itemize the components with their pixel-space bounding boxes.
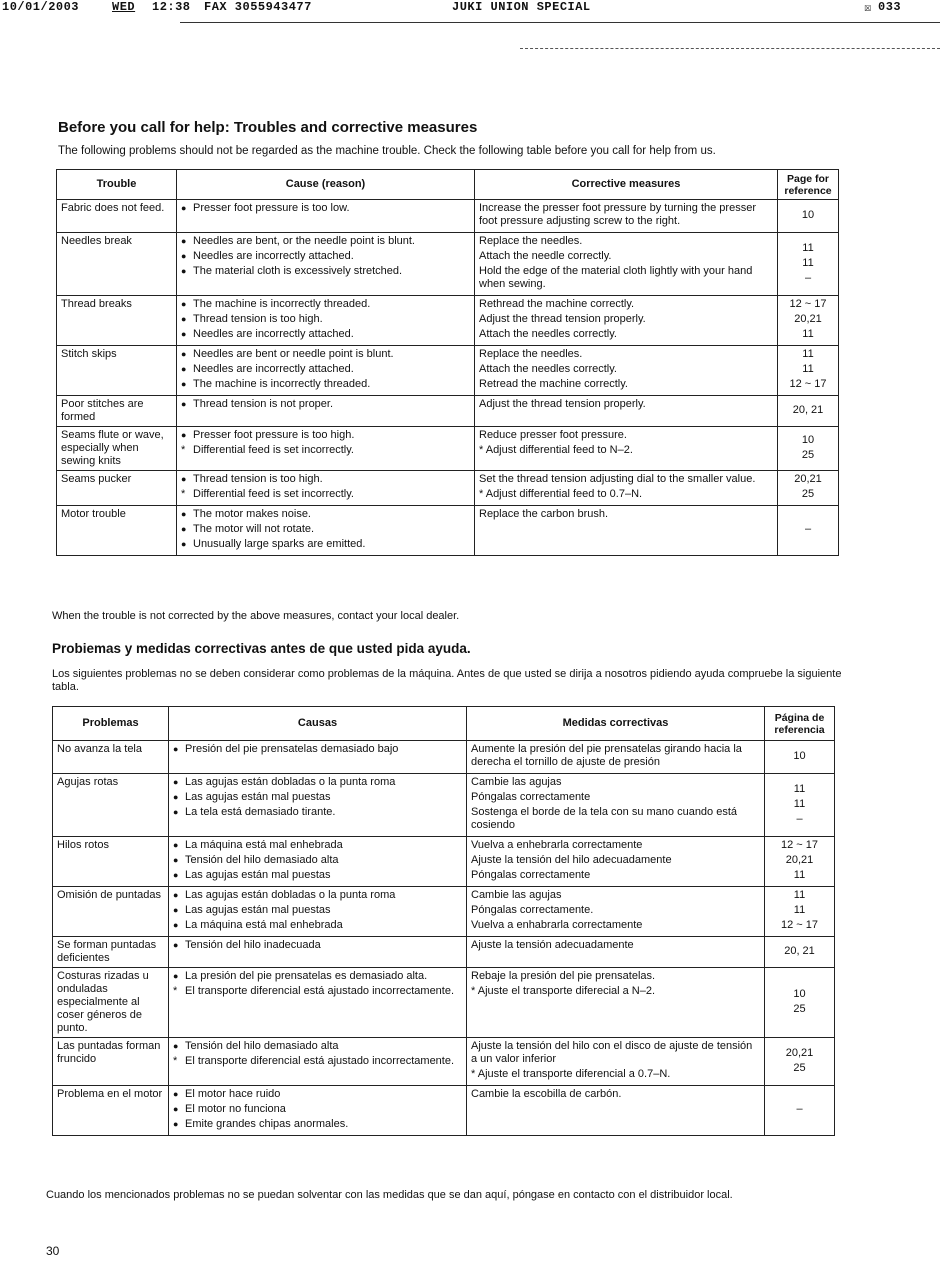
trouble-cell: Seams pucker: [57, 471, 177, 506]
spanish-title: Probiemas y medidas correctivas antes de que usted pida ayuda.: [52, 641, 471, 656]
cause-item: ● Thread tension is too high.: [181, 473, 470, 486]
reference-cell: [778, 200, 839, 233]
english-trouble-table: [56, 169, 839, 556]
measure-item: Ajuste la tensión adecuadamente: [471, 939, 634, 951]
fax-header: [0, 0, 950, 14]
reference-page: 25: [793, 1061, 806, 1074]
measure-item: Hold the edge of the material cloth lightly with your hand when sewing.: [479, 265, 753, 290]
fax-number: FAX 3055943477: [204, 0, 312, 14]
measure-item: Attach the needle correctly.: [479, 250, 612, 262]
reference-cell: [765, 968, 835, 1038]
col-header-ref: Página de referencia: [765, 707, 835, 741]
fax-time: 12:38: [152, 0, 191, 14]
table-row: [57, 396, 839, 427]
measure-item: Retread the machine correctly.: [479, 378, 628, 390]
cause-item: ● Needles are incorrectly attached.: [181, 250, 470, 263]
table-row: [53, 741, 835, 774]
reference-cell: [765, 887, 835, 937]
trouble-cell: Needles break: [57, 233, 177, 296]
reference-page: 11: [802, 348, 814, 360]
table-row: [57, 200, 839, 233]
table-row: [57, 296, 839, 346]
cause-item: ● Needles are bent or needle point is blunt.: [181, 348, 470, 361]
cause-cell: [177, 346, 475, 396]
cause-cell: [169, 837, 467, 887]
cause-item: ● Las agujas están dobladas o la punta roma: [173, 889, 462, 902]
measure-item: Cambie las agujas: [471, 889, 562, 901]
measure-item: Cambie las agujas: [471, 776, 562, 788]
reference-cell: [778, 506, 839, 556]
spanish-footer: Cuando los mencionados problemas no se puedan solventar con las medidas que se dan aquí, póngase en contacto con el distribuidor local.: [46, 1189, 733, 1201]
measure-item: Reduce presser foot pressure.: [479, 429, 627, 441]
measure-item: Replace the needles.: [479, 348, 583, 360]
reference-cell: [778, 427, 839, 471]
measure-item: Increase the presser foot pressure by turning the presser foot pressure adjusting screw to the right.: [479, 202, 756, 227]
measure-item: * Ajuste el transporte diferencial a 0.7–N.: [471, 1068, 671, 1080]
table-row: [53, 774, 835, 837]
measures-cell: [467, 741, 765, 774]
cause-item: ● Unusually large sparks are emitted.: [181, 538, 470, 551]
measure-item: * Adjust differential feed to N–2.: [479, 444, 633, 456]
col-header-ref: Page for reference: [778, 170, 839, 200]
trouble-cell: Seams flute or wave, especially when sewing knits: [57, 427, 177, 471]
cause-item: ● The machine is incorrectly threaded.: [181, 378, 470, 391]
cause-item: ● Las agujas están mal puestas: [173, 791, 462, 804]
col-header-trouble: Trouble: [57, 170, 177, 200]
measures-cell: [475, 296, 778, 346]
cause-cell: [169, 741, 467, 774]
page-number: 30: [46, 1244, 60, 1258]
table-row: [53, 937, 835, 968]
reference-cell: [778, 233, 839, 296]
reference-cell: [778, 471, 839, 506]
table-row: [57, 506, 839, 556]
reference-page: 25: [793, 1002, 806, 1015]
reference-page: 11: [793, 869, 806, 881]
measure-item: Vuelva a enhebrarla correctamente: [471, 839, 643, 851]
english-intro: The following problems should not be regarded as the machine trouble. Check the following table before you call for help from us.: [58, 145, 716, 157]
fax-date: 10/01/2003: [2, 0, 80, 14]
reference-page: –: [796, 1103, 803, 1115]
measure-item: Attach the needles correctly.: [479, 328, 617, 340]
cause-item: ● Tensión del hilo demasiado alta: [173, 1040, 462, 1053]
measure-item: Vuelva a enhabrarla correctamente: [471, 919, 643, 931]
cause-item: ● La presión del pie prensatelas es demasiado alta.: [173, 970, 462, 983]
cause-item: ● Las agujas están mal puestas: [173, 869, 462, 882]
reference-cell: [765, 741, 835, 774]
measure-item: Ajuste la tensión del hilo adecuadamente: [471, 854, 672, 866]
divider: [180, 22, 940, 23]
table-row: [53, 968, 835, 1038]
cause-cell: [169, 887, 467, 937]
measure-item: Adjust the thread tension properly.: [479, 398, 646, 410]
cause-cell: [169, 1086, 467, 1136]
reference-page: 20,21: [794, 473, 822, 485]
measures-cell: [475, 471, 778, 506]
fax-page-number: 033: [878, 0, 902, 14]
trouble-cell: Thread breaks: [57, 296, 177, 346]
reference-page: 10: [793, 749, 806, 762]
measures-cell: [475, 200, 778, 233]
table-row: [57, 233, 839, 296]
reference-page: 11: [793, 889, 806, 901]
measure-item: * Ajuste el transporte diferecial a N–2.: [471, 985, 656, 997]
cause-cell: [169, 937, 467, 968]
cause-item: ● The motor will not rotate.: [181, 523, 470, 536]
reference-page: 10: [801, 433, 815, 446]
cause-item: * Differential feed is set incorrectly.: [181, 488, 470, 501]
cause-item: ● Needles are bent, or the needle point is blunt.: [181, 235, 470, 248]
reference-page: 20,21: [785, 1046, 814, 1059]
cause-item: * El transporte diferencial está ajustado incorrectamente.: [173, 985, 462, 998]
measure-item: Póngalas correctamente: [471, 791, 591, 803]
cause-cell: [177, 396, 475, 427]
trouble-cell: Las puntadas forman fruncido: [53, 1038, 169, 1086]
cause-item: ● Emite grandes chipas anormales.: [173, 1118, 462, 1131]
reference-cell: [778, 346, 839, 396]
reference-cell: [778, 396, 839, 427]
reference-page: 12 ~ 17: [789, 298, 827, 310]
table-row: [57, 346, 839, 396]
reference-page: 12 ~ 17: [789, 378, 827, 390]
cause-item: * Differential feed is set incorrectly.: [181, 444, 470, 457]
reference-page: –: [796, 812, 803, 825]
cause-cell: [169, 774, 467, 837]
measure-item: Rethread the machine correctly.: [479, 298, 635, 310]
reference-page: 11: [802, 256, 814, 269]
measure-item: Póngalas correctamente.: [471, 904, 594, 916]
col-header-cause: Cause (reason): [177, 170, 475, 200]
reference-page: –: [804, 523, 812, 535]
cause-item: ● El motor no funciona: [173, 1103, 462, 1116]
cause-cell: [177, 296, 475, 346]
trouble-cell: Costuras rizadas u onduladas especialmente al coser géneros de punto.: [53, 968, 169, 1038]
measure-item: Replace the carbon brush.: [479, 508, 609, 520]
reference-page: –: [804, 271, 812, 284]
cause-cell: [177, 471, 475, 506]
cause-item: ● The machine is incorrectly threaded.: [181, 298, 470, 311]
reference-cell: [765, 937, 835, 968]
cause-cell: [177, 233, 475, 296]
cause-item: ● Las agujas están dobladas o la punta roma: [173, 776, 462, 789]
trouble-cell: No avanza la tela: [53, 741, 169, 774]
english-footer: When the trouble is not corrected by the above measures, contact your local dealer.: [52, 610, 460, 622]
table-row: [53, 887, 835, 937]
reference-page: 20, 21: [792, 403, 824, 416]
measures-cell: [467, 1086, 765, 1136]
cause-cell: [177, 506, 475, 556]
reference-page: 10: [801, 208, 815, 221]
reference-cell: [765, 837, 835, 887]
english-title: Before you call for help: Troubles and corrective measures: [58, 119, 478, 136]
cause-item: ● Thread tension is not proper.: [181, 398, 470, 411]
trouble-cell: Stitch skips: [57, 346, 177, 396]
measure-item: Ajuste la tensión del hilo con el disco de ajuste de tensión a un valor inferior: [471, 1040, 753, 1065]
cause-item: ● La máquina está mal enhebrada: [173, 839, 462, 852]
measures-cell: [467, 837, 765, 887]
measure-item: Aumente la presión del pie prensatelas girando hacia la derecha el tornillo de ajuste de presión: [471, 743, 742, 768]
measures-cell: [475, 346, 778, 396]
measures-cell: [467, 1038, 765, 1086]
reference-cell: [765, 1038, 835, 1086]
reference-page: 25: [801, 488, 815, 500]
measure-item: Attach the needles correctly.: [479, 363, 617, 375]
table-row: [53, 1038, 835, 1086]
measure-item: Rebaje la presión del pie prensatelas.: [471, 970, 656, 982]
reference-page: 11: [802, 328, 814, 340]
reference-page: 20,21: [785, 854, 814, 866]
reference-cell: [778, 296, 839, 346]
measure-item: Cambie la escobilla de carbón.: [471, 1088, 622, 1100]
measures-cell: [475, 506, 778, 556]
fax-day: WED: [112, 0, 136, 14]
reference-page: 10: [793, 987, 806, 1000]
measure-item: Sostenga el borde de la tela con su mano cuando está cosiendo: [471, 806, 738, 831]
measures-cell: [475, 396, 778, 427]
trouble-cell: Hilos rotos: [53, 837, 169, 887]
cause-item: ● Las agujas están mal puestas: [173, 904, 462, 917]
measures-cell: [467, 774, 765, 837]
trouble-cell: Omisión de puntadas: [53, 887, 169, 937]
measures-cell: [467, 968, 765, 1038]
measures-cell: [467, 937, 765, 968]
cause-item: ● Needles are incorrectly attached.: [181, 363, 470, 376]
table-row: [57, 427, 839, 471]
table-row: [53, 837, 835, 887]
reference-page: 11: [793, 782, 806, 795]
reference-page: 25: [801, 448, 815, 461]
cause-item: ● Presser foot pressure is too low.: [181, 202, 470, 215]
table-row: [53, 1086, 835, 1136]
trouble-cell: Fabric does not feed.: [57, 200, 177, 233]
table-row: [57, 471, 839, 506]
col-header-measures: Corrective measures: [475, 170, 778, 200]
col-header-trouble: Problemas: [53, 707, 169, 741]
cause-cell: [177, 427, 475, 471]
reference-page: 20, 21: [784, 944, 815, 957]
measure-item: Póngalas correctamente: [471, 869, 591, 881]
cause-item: ● Presión del pie prensatelas demasiado bajo: [173, 743, 462, 756]
measure-item: Adjust the thread tension properly.: [479, 313, 646, 325]
trouble-cell: Se forman puntadas deficientes: [53, 937, 169, 968]
reference-page: 11: [793, 904, 806, 916]
cause-cell: [169, 1038, 467, 1086]
cause-item: ● El motor hace ruido: [173, 1088, 462, 1101]
reference-cell: [765, 1086, 835, 1136]
cause-item: ● Thread tension is too high.: [181, 313, 470, 326]
measures-cell: [467, 887, 765, 937]
reference-page: 20,21: [794, 313, 822, 325]
fax-sender: JUKI UNION SPECIAL: [452, 0, 591, 14]
spanish-trouble-table: [52, 706, 835, 1136]
cause-item: ● Presser foot pressure is too high.: [181, 429, 470, 442]
cause-item: * El transporte diferencial está ajustado incorrectamente.: [173, 1055, 462, 1068]
cause-cell: [169, 968, 467, 1038]
reference-page: 11: [793, 797, 806, 810]
cause-item: ● The material cloth is excessively stretched.: [181, 265, 470, 278]
measure-item: Replace the needles.: [479, 235, 583, 247]
trouble-cell: Poor stitches are formed: [57, 396, 177, 427]
cause-item: ● La máquina está mal enhebrada: [173, 919, 462, 932]
cause-item: ● The motor makes noise.: [181, 508, 470, 521]
col-header-cause: Causas: [169, 707, 467, 741]
cause-item: ● La tela está demasiado tirante.: [173, 806, 462, 819]
col-header-measures: Medidas correctivas: [467, 707, 765, 741]
cause-item: ● Tensión del hilo demasiado alta: [173, 854, 462, 867]
fax-page-icon: ☒: [864, 1, 872, 15]
reference-cell: [765, 774, 835, 837]
cause-cell: [177, 200, 475, 233]
trouble-cell: Agujas rotas: [53, 774, 169, 837]
reference-page: 11: [802, 363, 814, 375]
measure-item: * Adjust differential feed to 0.7–N.: [479, 488, 643, 500]
measure-item: Set the thread tension adjusting dial to the smaller value.: [479, 473, 756, 485]
reference-page: 11: [802, 241, 814, 254]
spanish-intro: Los siguientes problemas no se deben considerar como problemas de la máquina. Antes de que usted se dirija a nosotros pidiendo ayuda compruebe la siguiente tabla.: [52, 668, 842, 693]
reference-page: 12 ~ 17: [780, 839, 818, 851]
trouble-cell: Problema en el motor: [53, 1086, 169, 1136]
cause-item: ● Tensión del hilo inadecuada: [173, 939, 462, 952]
measures-cell: [475, 427, 778, 471]
divider: [520, 48, 940, 49]
reference-page: 12 ~ 17: [780, 919, 818, 931]
cause-item: ● Needles are incorrectly attached.: [181, 328, 470, 341]
measures-cell: [475, 233, 778, 296]
trouble-cell: Motor trouble: [57, 506, 177, 556]
